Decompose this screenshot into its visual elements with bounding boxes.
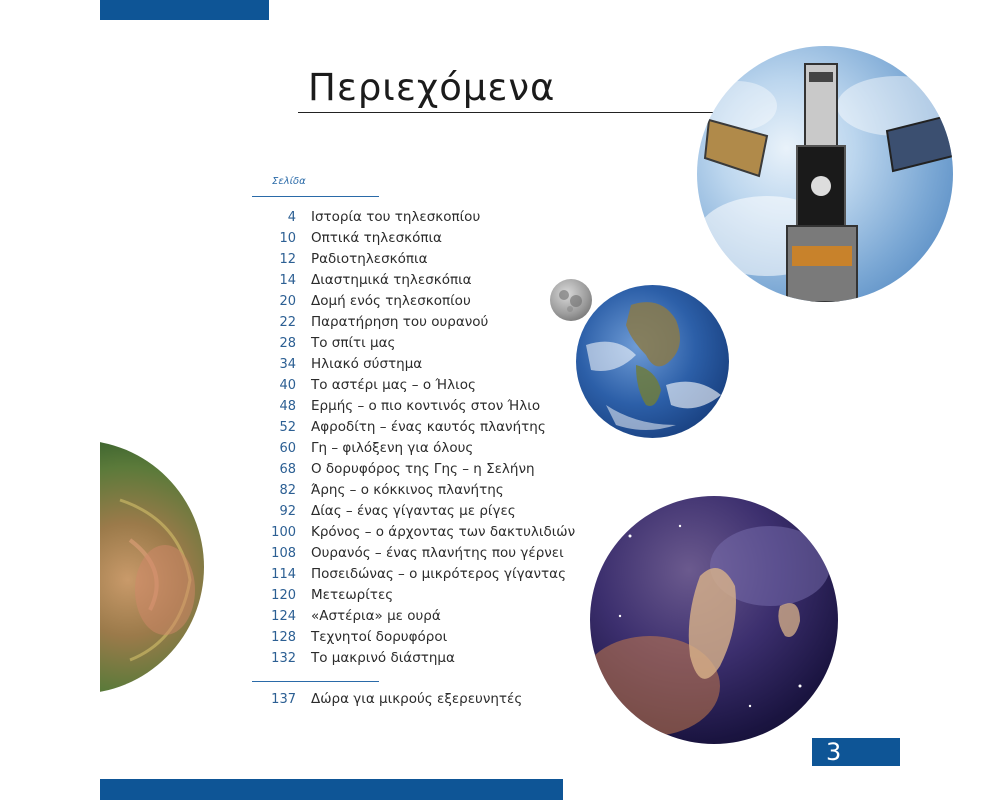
toc-chapter-title: Το σπίτι μας (311, 335, 396, 351)
moon-illustration (550, 279, 592, 321)
toc-entry[interactable] (250, 460, 570, 481)
toc-page-number: 132 (271, 651, 296, 666)
toc-chapter-title: Διαστημικά τηλεσκόπια (311, 272, 472, 288)
toc-chapter-title: Ο δορυφόρος της Γης – η Σελήνη (311, 461, 535, 477)
toc-chapter-title: Δώρα για μικρούς εξερευνητές (311, 691, 523, 707)
venus-illustration (100, 440, 204, 694)
nebula-image (590, 496, 838, 744)
page-number-badge (812, 738, 900, 766)
toc-page-number: 128 (271, 630, 296, 645)
toc-entry[interactable] (250, 690, 570, 711)
toc-chapter-title: «Αστέρια» με ουρά (311, 608, 441, 624)
toc-chapter-title: Ποσειδώνας – ο μικρότερος γίγαντας (311, 566, 566, 582)
toc-entry[interactable] (250, 355, 570, 376)
toc-chapter-title: Γη – φιλόξενη για όλους (311, 440, 474, 456)
toc-page-number: 48 (279, 399, 296, 414)
toc-page-number: 120 (271, 588, 296, 603)
toc-chapter-title: Δίας – ένας γίγαντας με ρίγες (311, 503, 516, 519)
toc-entry[interactable] (250, 334, 570, 355)
toc-chapter-title: Παρατήρηση του ουρανού (311, 314, 489, 330)
toc-page-number: 100 (271, 525, 296, 540)
toc-page-number: 22 (279, 315, 296, 330)
toc-entry[interactable] (250, 649, 570, 670)
toc-page-number: 137 (271, 692, 296, 707)
toc-page-number: 68 (279, 462, 296, 477)
toc-page-number: 52 (279, 420, 296, 435)
toc-chapter-title: Ραδιοτηλεσκόπια (311, 251, 428, 267)
toc-entry[interactable] (250, 586, 570, 607)
toc-page-number: 20 (279, 294, 296, 309)
toc-chapter-title: Το μακρινό διάστημα (311, 650, 455, 666)
table-of-contents (250, 208, 576, 670)
toc-entry[interactable] (250, 208, 570, 229)
toc-entry[interactable] (250, 418, 570, 439)
toc-entry[interactable] (250, 439, 570, 460)
toc-page-number: 14 (279, 273, 296, 288)
toc-page-number: 40 (279, 378, 296, 393)
toc-chapter-title: Ηλιακό σύστημα (311, 356, 423, 372)
toc-entry[interactable] (250, 628, 570, 649)
toc-chapter-title: Ουρανός – ένας πλανήτης που γέρνει (311, 545, 564, 561)
toc-page-number: 28 (279, 336, 296, 351)
toc-entry[interactable] (250, 523, 576, 544)
toc-chapter-title: Ιστορία του τηλεσκοπίου (311, 209, 481, 225)
bottom-accent-bar (100, 779, 563, 800)
earth-image (576, 285, 729, 438)
appendix-divider (252, 681, 379, 682)
toc-page-number: 10 (279, 231, 296, 246)
toc-chapter-title: Μετεωρίτες (311, 587, 394, 603)
toc-chapter-title: Τεχνητοί δορυφόροι (311, 629, 448, 645)
toc-page-number: 114 (271, 567, 296, 582)
toc-chapter-title: Δομή ενός τηλεσκοπίου (311, 293, 471, 309)
page-number: 3 (826, 738, 842, 766)
title-underline (298, 112, 718, 113)
toc-entry[interactable] (250, 502, 570, 523)
toc-entry[interactable] (250, 292, 570, 313)
nebula-illustration (590, 496, 838, 744)
toc-entry[interactable] (250, 313, 570, 334)
toc-page-number: 124 (271, 609, 296, 624)
toc-page-number: 12 (279, 252, 296, 267)
toc-entry[interactable] (250, 271, 570, 292)
toc-chapter-title: Ερμής – ο πιο κοντινός στον Ήλιο (311, 398, 541, 414)
toc-chapter-title: Κρόνος – ο άρχοντας των δακτυλιδιών (311, 524, 576, 540)
toc-entry[interactable] (250, 397, 570, 418)
toc-chapter-title: Το αστέρι μας – ο Ήλιος (311, 377, 476, 393)
toc-chapter-title: Άρης – ο κόκκινος πλανήτης (311, 482, 504, 498)
hubble-illustration (697, 46, 953, 302)
toc-chapter-title: Οπτικά τηλεσκόπια (311, 230, 442, 246)
toc-entry[interactable] (250, 229, 570, 250)
page-column-caption: Σελίδα (272, 176, 306, 187)
earth-illustration (576, 285, 729, 438)
toc-entry[interactable] (250, 544, 570, 565)
toc-entry[interactable] (250, 565, 570, 586)
toc-entry[interactable] (250, 607, 570, 628)
hubble-telescope-image (697, 46, 953, 302)
venus-image (100, 440, 204, 694)
toc-page-number: 82 (279, 483, 296, 498)
toc-entry[interactable] (250, 250, 570, 271)
caption-divider (252, 196, 379, 197)
toc-page-number: 60 (279, 441, 296, 456)
toc-page-number: 108 (271, 546, 296, 561)
toc-chapter-title: Αφροδίτη – ένας καυτός πλανήτης (311, 419, 546, 435)
toc-page-number: 4 (287, 210, 296, 225)
top-accent-bar (100, 0, 269, 20)
toc-page-number: 92 (279, 504, 296, 519)
page-title: Περιεχόμενα (308, 66, 556, 109)
venus-image-crop (100, 440, 210, 700)
toc-appendix (250, 690, 570, 711)
toc-entry[interactable] (250, 481, 570, 502)
moon-image (550, 279, 592, 321)
toc-entry[interactable] (250, 376, 570, 397)
toc-page-number: 34 (279, 357, 296, 372)
